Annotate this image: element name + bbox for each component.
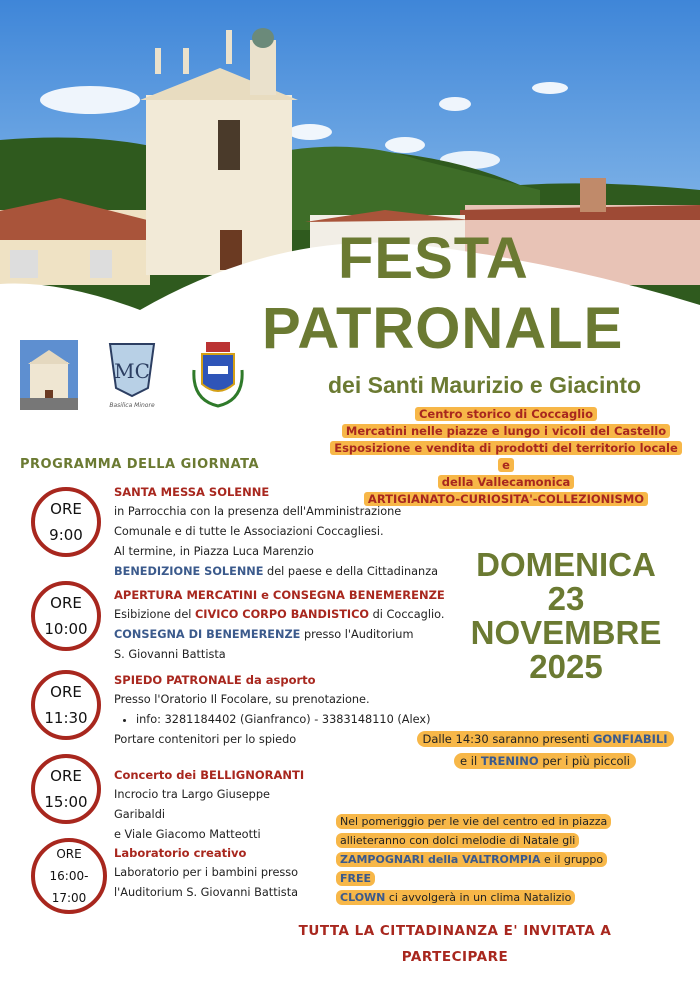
time-circle-5	[31, 838, 107, 914]
event-line: e Viale Giacomo Matteotti	[114, 828, 261, 841]
event-highlight: CONSEGNA DI BENEMERENZE	[114, 628, 301, 641]
time-value: 9:00	[49, 526, 83, 544]
event-title: APERTURA MERCATINI e CONSEGNA BENEMERENZE	[114, 588, 445, 602]
event-title: SANTA MESSA SOLENNE	[114, 485, 270, 499]
time-value: 16:00-17:00	[49, 869, 89, 905]
event-line: Portare contenitori per lo spiedo	[114, 733, 297, 746]
note-band	[454, 753, 636, 769]
date-number: 23	[547, 580, 585, 617]
event-highlight: CIVICO CORPO BANDISTICO	[195, 608, 370, 621]
note-highlight: CLOWN	[340, 891, 386, 904]
event-5	[114, 843, 324, 903]
note-band	[417, 731, 674, 747]
event-text: presso l'Auditorium	[300, 628, 414, 641]
note-text: per i più piccoli	[538, 754, 630, 768]
info-line-3: Esposizione e vendita di prodotti del territorio locale e	[330, 441, 682, 472]
event-line: Laboratorio per i bambini presso	[114, 866, 299, 879]
date-month: NOVEMBRE	[470, 614, 662, 651]
event-line: Presso l'Oratorio Il Focolare, su prenotazione.	[114, 693, 370, 706]
date-day: DOMENICA	[476, 546, 656, 583]
event-line: l'Auditorium S. Giovanni Battista	[114, 886, 299, 899]
ore-label: ORE	[50, 500, 82, 518]
event-title: Concerto dei BELLIGNORANTI	[114, 768, 305, 782]
program-title: PROGRAMMA DELLA GIORNATA	[20, 457, 260, 472]
note-line: Nel pomeriggio per le vie del centro ed in piazza	[336, 814, 611, 829]
note-highlight: FREE	[340, 872, 372, 885]
time-value: 11:30	[44, 709, 88, 727]
info-line-1: Centro storico di Coccaglio	[415, 407, 597, 421]
event-3	[114, 670, 444, 750]
info-line-4: della Vallecamonica	[438, 475, 575, 489]
basilica-logo-caption: Basilica Minore	[109, 402, 155, 409]
info-line-2: Mercatini nelle piazze e lungo i vicoli del Castello	[342, 424, 670, 438]
afternoon-note-2	[336, 812, 636, 907]
event-line: in Parrocchia con la presenza dell'Amministrazione	[114, 505, 402, 518]
title-line-1: FESTA	[338, 226, 529, 291]
ore-label: ORE	[50, 594, 82, 612]
church-thumbnail	[20, 340, 78, 410]
time-circle-3	[31, 670, 101, 740]
note-highlight: TRENINO	[480, 754, 539, 768]
note-text: ci avvolgerà in un clima Natalizio	[385, 891, 572, 904]
event-bullet-list	[114, 710, 444, 730]
note-highlight: ZAMPOGNARI della VALTROMPIA	[340, 853, 541, 866]
ore-label: ORE	[50, 683, 82, 701]
municipal-crest	[190, 340, 246, 412]
note-text: e il gruppo	[540, 853, 604, 866]
note-text: e il	[460, 754, 481, 768]
event-highlight: BENEDIZIONE SOLENNE	[114, 565, 264, 578]
note-line: allieteranno con dolci melodie di Natale gli	[336, 833, 579, 848]
event-line	[114, 625, 454, 645]
event-4	[114, 765, 314, 845]
event-line	[114, 605, 454, 625]
event-1	[114, 482, 444, 582]
event-date	[466, 548, 666, 684]
title-line-2: PATRONALE	[262, 296, 624, 361]
time-circle-2	[31, 581, 101, 651]
afternoon-note-1	[413, 728, 677, 772]
closing-invitation	[280, 918, 630, 970]
ore-label: ORE	[56, 847, 82, 861]
event-bullet: • info: 3281184402 (Gianfranco) - 3383148110 (Alex)	[136, 710, 444, 730]
event-line	[114, 562, 444, 582]
event-title: SPIEDO PATRONALE da asporto	[114, 673, 316, 687]
note-band	[336, 852, 607, 886]
event-line: S. Giovanni Battista	[114, 648, 226, 661]
note-text: Dalle 14:30 saranno presenti	[422, 732, 593, 746]
svg-text:MC: MC	[114, 359, 150, 383]
event-line: Comunale e di tutte le Associazioni Coccagliesi.	[114, 525, 384, 538]
event-text: di Coccaglio.	[369, 608, 445, 621]
event-line: Incrocio tra Largo Giuseppe Garibaldi	[114, 788, 270, 821]
info-line-5: ARTIGIANATO-CURIOSITA'-COLLEZIONISMO	[364, 492, 648, 506]
note-band	[336, 890, 575, 905]
subtitle: dei Santi Maurizio e Giacinto	[328, 372, 642, 398]
time-value: 15:00	[44, 793, 88, 811]
event-text: del paese e della Cittadinanza	[263, 565, 439, 578]
ore-label: ORE	[50, 767, 82, 785]
date-year: 2025	[529, 648, 603, 685]
event-line: Al termine, in Piazza Luca Marenzio	[114, 545, 314, 558]
time-circle-4	[31, 754, 101, 824]
time-circle-1	[31, 487, 101, 557]
closing-line-1: TUTTA LA CITTADINANZA E' INVITATA A	[298, 923, 612, 939]
event-2	[114, 585, 454, 665]
closing-line-2: PARTECIPARE	[401, 949, 509, 965]
time-value: 10:00	[44, 620, 88, 638]
event-title: Laboratorio creativo	[114, 846, 247, 860]
event-text: Esibizione del	[114, 608, 196, 621]
note-highlight: GONFIABILI	[592, 732, 668, 746]
basilica-logo	[96, 340, 168, 412]
